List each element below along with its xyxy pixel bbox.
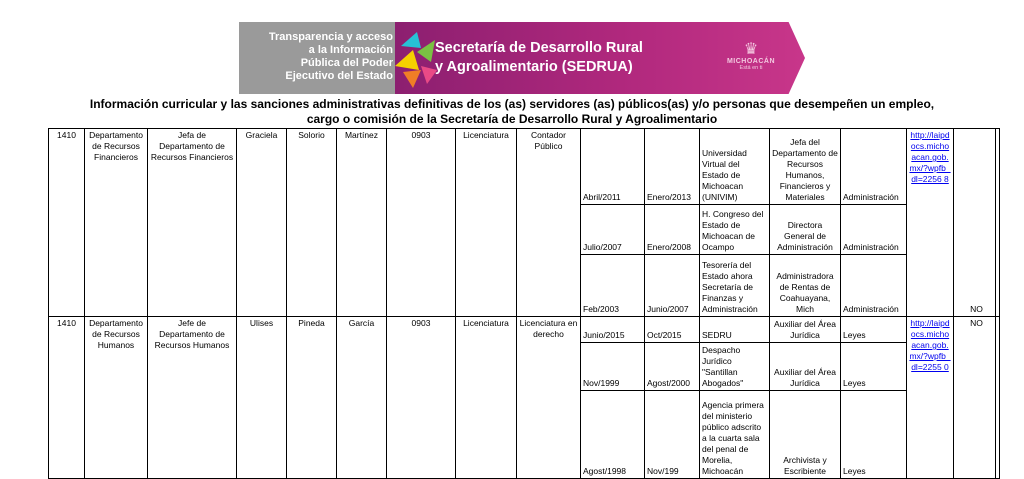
secretaria-line: Secretaría de Desarrollo Rural bbox=[435, 40, 643, 56]
job-position-cell: Auxiliar del Área Jurídica bbox=[770, 317, 841, 343]
sanction-cell: NO bbox=[954, 129, 1000, 317]
job-field-cell: Leyes bbox=[841, 317, 907, 343]
carrera-cell: Licenciatura en derecho bbox=[517, 317, 581, 479]
nivel-cell: 0903 bbox=[387, 317, 456, 479]
escolaridad-cell: Licenciatura bbox=[456, 317, 517, 479]
clave-cell: 1410 bbox=[49, 317, 85, 479]
sanction-cell: NO bbox=[954, 317, 1000, 479]
document-link[interactable]: http://laipdocs.michoacan.gob.mx/?wpfb_dl=2256 8 bbox=[909, 130, 951, 184]
transparency-line: Transparencia y acceso bbox=[268, 31, 393, 43]
job-end-cell: Enero/2008 bbox=[645, 205, 700, 255]
job-end-cell: Junio/2007 bbox=[645, 255, 700, 317]
job-institution-cell: SEDRU bbox=[700, 317, 770, 343]
job-position-cell: Archivista y Escribiente bbox=[770, 391, 841, 479]
job-end-cell: Enero/2013 bbox=[645, 129, 700, 205]
secretaria-line: y Agroalimentario (SEDRUA) bbox=[435, 59, 633, 75]
puesto-cell: Jefa de Departamento de Recursos Financieros bbox=[148, 129, 237, 317]
job-end-cell: Nov/199 bbox=[645, 391, 700, 479]
page-edge-line bbox=[995, 128, 996, 479]
job-field-cell: Leyes bbox=[841, 343, 907, 391]
document-link-cell bbox=[907, 317, 954, 479]
table-row bbox=[49, 129, 1000, 205]
header-banner bbox=[239, 22, 803, 94]
job-position-cell: Jefa del Departamento de Recursos Humanos, Financieros y Materiales bbox=[770, 129, 841, 205]
job-position-cell: Auxiliar del Área Jurídica bbox=[770, 343, 841, 391]
job-institution-cell: Universidad Virtual del Estado de Michoacan (UNIVIM) bbox=[700, 129, 770, 205]
job-field-cell: Administración bbox=[841, 205, 907, 255]
job-institution-cell: Despacho Jurídico "Santillan Abogados" bbox=[700, 343, 770, 391]
job-institution-cell: H. Congreso del Estado de Michoacan de Ocampo bbox=[700, 205, 770, 255]
nombre-cell: Ulises bbox=[237, 317, 287, 479]
escolaridad-cell: Licenciatura bbox=[456, 129, 517, 317]
table-row bbox=[49, 317, 1000, 343]
transparency-line: Ejecutivo del Estado bbox=[285, 70, 393, 82]
colorful-logo-mark bbox=[391, 26, 439, 90]
job-start-cell: Feb/2003 bbox=[581, 255, 645, 317]
job-end-cell: Agost/2000 bbox=[645, 343, 700, 391]
job-start-cell: Nov/1999 bbox=[581, 343, 645, 391]
transparency-line: Pública del Poder bbox=[300, 57, 393, 69]
title-line: Información curricular y las sanciones administrativas definitivas de los (as) servidores (as) públicos(as) y/o personas que desempeñen un empleo, bbox=[89, 97, 935, 111]
area-cell: Departamento de Recursos Humanos bbox=[85, 317, 148, 479]
page-title bbox=[0, 97, 1024, 127]
secretaria-title bbox=[435, 39, 643, 77]
crown-icon: ♛ bbox=[743, 41, 759, 58]
puesto-cell: Jefe de Departamento de Recursos Humanos bbox=[148, 317, 237, 479]
transparency-text bbox=[245, 31, 393, 83]
job-position-cell: Administradora de Rentas de Coahuayana, Mich bbox=[770, 255, 841, 317]
job-start-cell: Julio/2007 bbox=[581, 205, 645, 255]
materno-cell: Martínez bbox=[337, 129, 387, 317]
job-field-cell: Leyes bbox=[841, 391, 907, 479]
job-institution-cell: Tesorería del Estado ahora Secretaría de Finanzas y Administración bbox=[700, 255, 770, 317]
clave-cell: 1410 bbox=[49, 129, 85, 317]
document-link-cell bbox=[907, 129, 954, 317]
job-position-cell: Directora General de Administración bbox=[770, 205, 841, 255]
logo-name: MICHOACÁN bbox=[726, 58, 776, 65]
nombre-cell: Graciela bbox=[237, 129, 287, 317]
job-end-cell: Oct/2015 bbox=[645, 317, 700, 343]
logo-tagline: Está en ti bbox=[739, 65, 763, 71]
paterno-cell: Solorio bbox=[287, 129, 337, 317]
curricular-table bbox=[48, 128, 1000, 479]
job-start-cell: Agost/1998 bbox=[581, 391, 645, 479]
document-link[interactable]: http://laipdocs.michoacan.gob.mx/?wpfb_dl=2255 0 bbox=[909, 318, 951, 372]
transparency-line: a la Información bbox=[308, 44, 393, 56]
paterno-cell: Pineda bbox=[287, 317, 337, 479]
carrera-cell: Contador Público bbox=[517, 129, 581, 317]
materno-cell: García bbox=[337, 317, 387, 479]
area-cell: Departamento de Recursos Financieros bbox=[85, 129, 148, 317]
job-start-cell: Abril/2011 bbox=[581, 129, 645, 205]
nivel-cell: 0903 bbox=[387, 129, 456, 317]
job-field-cell: Administración bbox=[841, 129, 907, 205]
michoacan-logo bbox=[725, 42, 777, 71]
job-start-cell: Junio/2015 bbox=[581, 317, 645, 343]
title-line: cargo o comisión de la Secretaría de Desarrollo Rural y Agroalimentario bbox=[306, 112, 718, 126]
job-institution-cell: Agencia primera del ministerio público adscrito a la cuarta sala del penal de Morelia, Michoacán bbox=[700, 391, 770, 479]
job-field-cell: Administración bbox=[841, 255, 907, 317]
